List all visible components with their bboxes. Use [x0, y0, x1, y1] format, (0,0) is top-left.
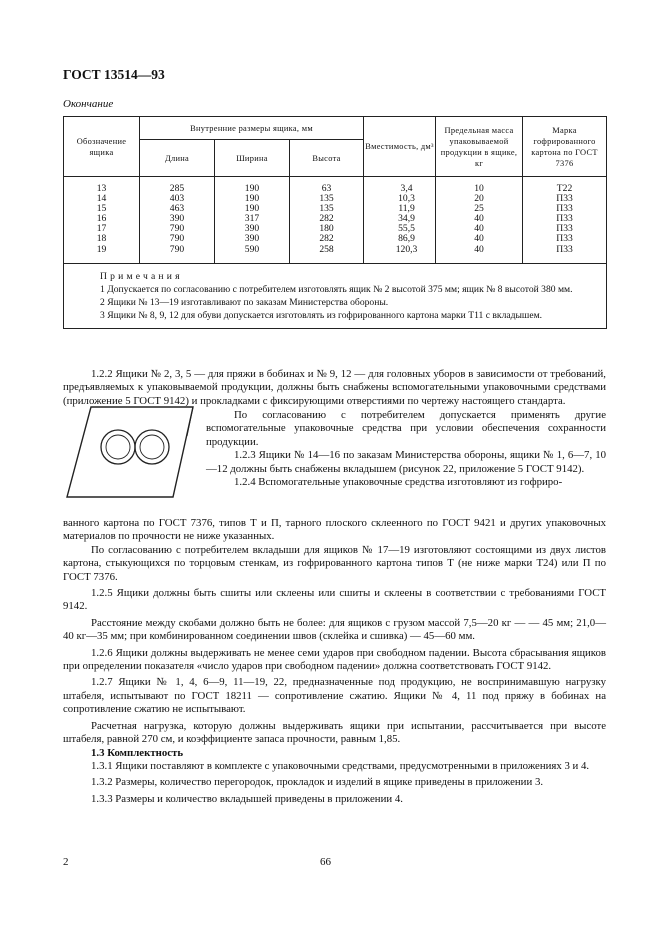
section-heading-1-3: 1.3 Комплектность: [91, 746, 184, 759]
table-cell: 14: [96, 193, 107, 205]
table-cell: 15: [96, 203, 107, 215]
table-cell: 10: [474, 183, 484, 194]
note-2: 2 Ящики № 13—19 изготавливают по заказам Министерства обороны.: [100, 296, 389, 308]
column-cardboard-brand: [523, 177, 607, 264]
table-cell: 317: [244, 213, 260, 225]
table-cell: 17: [96, 223, 107, 235]
table-cell: 285: [169, 183, 185, 194]
column-max-mass: [436, 177, 523, 264]
table-cell: П33: [556, 203, 573, 215]
table-cell: 258: [319, 243, 334, 255]
table-cell: 86,9: [398, 233, 415, 245]
paragraph-1-2-3: 1.2.3 Ящики № 14—16 по заказам Министерства обороны, ящики № 1, 6—7, 10—12 должны быть снабжены вкладышем (рисунок 22, приложение 5 ГОСТ 9142).: [206, 449, 606, 475]
header-max-mass: Предельная масса упаковываемой продукции в ящике, кг: [436, 117, 523, 177]
paragraph-1-2-5: 1.2.5 Ящики должны быть сшиты или склеены или сшиты и склеены в соответствии с требованиями ГОСТ 9142.: [63, 587, 606, 613]
notes-title: Примечания: [100, 270, 183, 282]
table-cell: П33: [556, 193, 573, 205]
table-cell: 11,9: [398, 203, 415, 215]
table-cell: 18: [96, 233, 107, 245]
table-cell: 282: [319, 233, 334, 245]
column-designation: [64, 177, 140, 264]
paragraph-staples: Расстояние между скобами должно быть не более: для ящиков с грузом массой 7,5—20 кг — — 45 мм; 21,0—40 кг—35 мм; при комбинированном соединении швов (склейка и сшивка) — 45—60 мм.: [63, 616, 606, 643]
table-cell: 590: [244, 243, 260, 255]
table-cell: 25: [474, 203, 484, 215]
table-cell: Т22: [556, 183, 573, 194]
table-cell: 390: [169, 213, 185, 225]
header-designation: Обозначение ящика: [64, 117, 140, 177]
table-cell: 40: [474, 243, 484, 255]
table-cell: 135: [319, 203, 334, 215]
table-cell: 180: [319, 223, 334, 235]
table-cell: 55,5: [398, 223, 415, 235]
table-cell: 190: [244, 183, 260, 194]
table-cell: 190: [244, 193, 260, 205]
table-cell: П33: [556, 233, 573, 245]
table-cell: 10,3: [398, 193, 415, 205]
table-cell: 463: [169, 203, 185, 215]
table-cell: 13: [96, 183, 107, 194]
paragraph-load: Расчетная нагрузка, которую должны выдерживать ящики при испытании, рассчитывается при высоте штабеля, равной 270 см, и коэффициенте запаса прочности, равным 1,85.: [63, 719, 606, 746]
table-cell: 34,9: [398, 213, 415, 225]
header-capacity: Вместимость, дм³: [364, 117, 436, 177]
paragraph-1-2-2: 1.2.2 Ящики № 2, 3, 5 — для пряжи в бобинах и № 9, 12 — для головных уборов в зависимости от требований, предъявляемых к упаковываемой продукции, должны быть снабжены вспомогательными упаковочными средствами (приложение 5 ГОСТ 9142) и прокладками с фиксирующими отверстиями по чертежу настоящего стандарта.: [63, 368, 606, 407]
paragraph-1-2-7: 1.2.7 Ящики № 1, 4, 6—9, 11—19, 22, предназначенные под продукцию, не воспринимавшую нагрузку штабеля, испытывают по ГОСТ 18211 — сопротивление сжатию. Ящики № 4, 11 под пряжу в бобинах на сопротивление сжатию не испытывают.: [63, 676, 606, 716]
paragraph-1-3-2: 1.3.2 Размеры, количество перегородок, прокладок и изделий в ящике приведены в приложении 3.: [91, 776, 544, 789]
header-length: Длина: [140, 140, 215, 177]
table-cell: 190: [244, 203, 260, 215]
paragraph-agree-1: По согласованию с потребителем допускается применять другие вспомогательные упаковочные средства при условии обеспечения сохранности продукции.: [206, 409, 606, 448]
column-width: [215, 177, 290, 264]
note-3: 3 Ящики № 8, 9, 12 для обуви допускается изготовлять из гофрированного картона марки Т11 с вкладышем.: [100, 309, 543, 321]
column-capacity: [364, 177, 436, 264]
paragraph-1-3-1: 1.3.1 Ящики поставляют в комплекте с упаковочными средствами, предусмотренными в приложениях 3 и 4.: [91, 759, 590, 772]
table-cell: 282: [319, 213, 334, 225]
table-cell: П33: [556, 223, 573, 235]
paragraph-1-2-4-cont: ванного картона по ГОСТ 7376, типов Т и П, тарного плоского склеенного по ГОСТ 9421 и других упаковочных материалов по прочности не ниже указанных.: [63, 517, 606, 543]
table-cell: 3,4: [400, 183, 413, 194]
page-number-center: 66: [320, 856, 331, 868]
table-cell: 120,3: [395, 243, 418, 255]
table-cell: 63: [321, 183, 332, 194]
table-cell: 19: [96, 243, 107, 255]
table-cell: 790: [169, 223, 185, 235]
box-dimensions-table: [63, 116, 607, 329]
table-cell: 16: [96, 213, 107, 225]
table-cell: 40: [474, 233, 484, 245]
table-cell: 790: [169, 243, 185, 255]
column-height: [290, 177, 364, 264]
table-continuation-label: Окончание: [63, 98, 114, 110]
note-1: 1 Допускается по согласованию с потребителем изготовлять ящик № 2 высотой 375 мм; ящик № 8 высотой 380 мм.: [100, 283, 573, 295]
table-cell: 135: [319, 193, 334, 205]
table-cell: 403: [169, 193, 185, 205]
paragraph-agree-2: По согласованию с потребителем вкладыши для ящиков № 17—19 изготовляют состоящими из двух листов картона, стыкующихся по торцовым стенкам, из гофрированного картона типов Т (не ниже марки Т24) или П по ГОСТ 7376.: [63, 543, 606, 583]
paragraph-1-3-3: 1.3.3 Размеры и количество вкладышей приведены в приложении 4.: [91, 792, 403, 805]
page-number-left: 2: [63, 856, 69, 868]
document-header: ГОСТ 13514—93: [63, 67, 165, 82]
header-width: Ширина: [215, 140, 290, 177]
header-height: Высота: [290, 140, 364, 177]
paragraph-1-2-4-start: 1.2.4 Вспомогательные упаковочные средства изготовляют из гофриро-: [234, 476, 563, 489]
table-cell: П33: [556, 243, 573, 255]
spacer-drawing-icon: [63, 403, 203, 503]
table-cell: 790: [169, 233, 185, 245]
paragraph-1-2-6: 1.2.6 Ящики должны выдерживать не менее семи ударов при свободном падении. Высота сбрасывания ящиков при определении показателя «число ударов при свободном падении» должна соответствовать ГОСТ 9142.: [63, 646, 606, 673]
table-cell: 40: [474, 223, 484, 235]
table-cell: 40: [474, 213, 484, 225]
column-length: [140, 177, 215, 264]
header-internal-dimensions: Внутренние размеры ящика, мм: [140, 117, 364, 140]
header-cardboard-brand: Марка гофрированного картона по ГОСТ 7376: [523, 117, 607, 177]
main-text-lower: [63, 517, 606, 806]
table-cell: 390: [244, 223, 260, 235]
table-cell: 20: [474, 193, 484, 205]
right-column-text: [206, 409, 606, 489]
table-notes: [64, 263, 607, 328]
table-cell: 390: [244, 233, 260, 245]
table-cell: П33: [556, 213, 573, 225]
